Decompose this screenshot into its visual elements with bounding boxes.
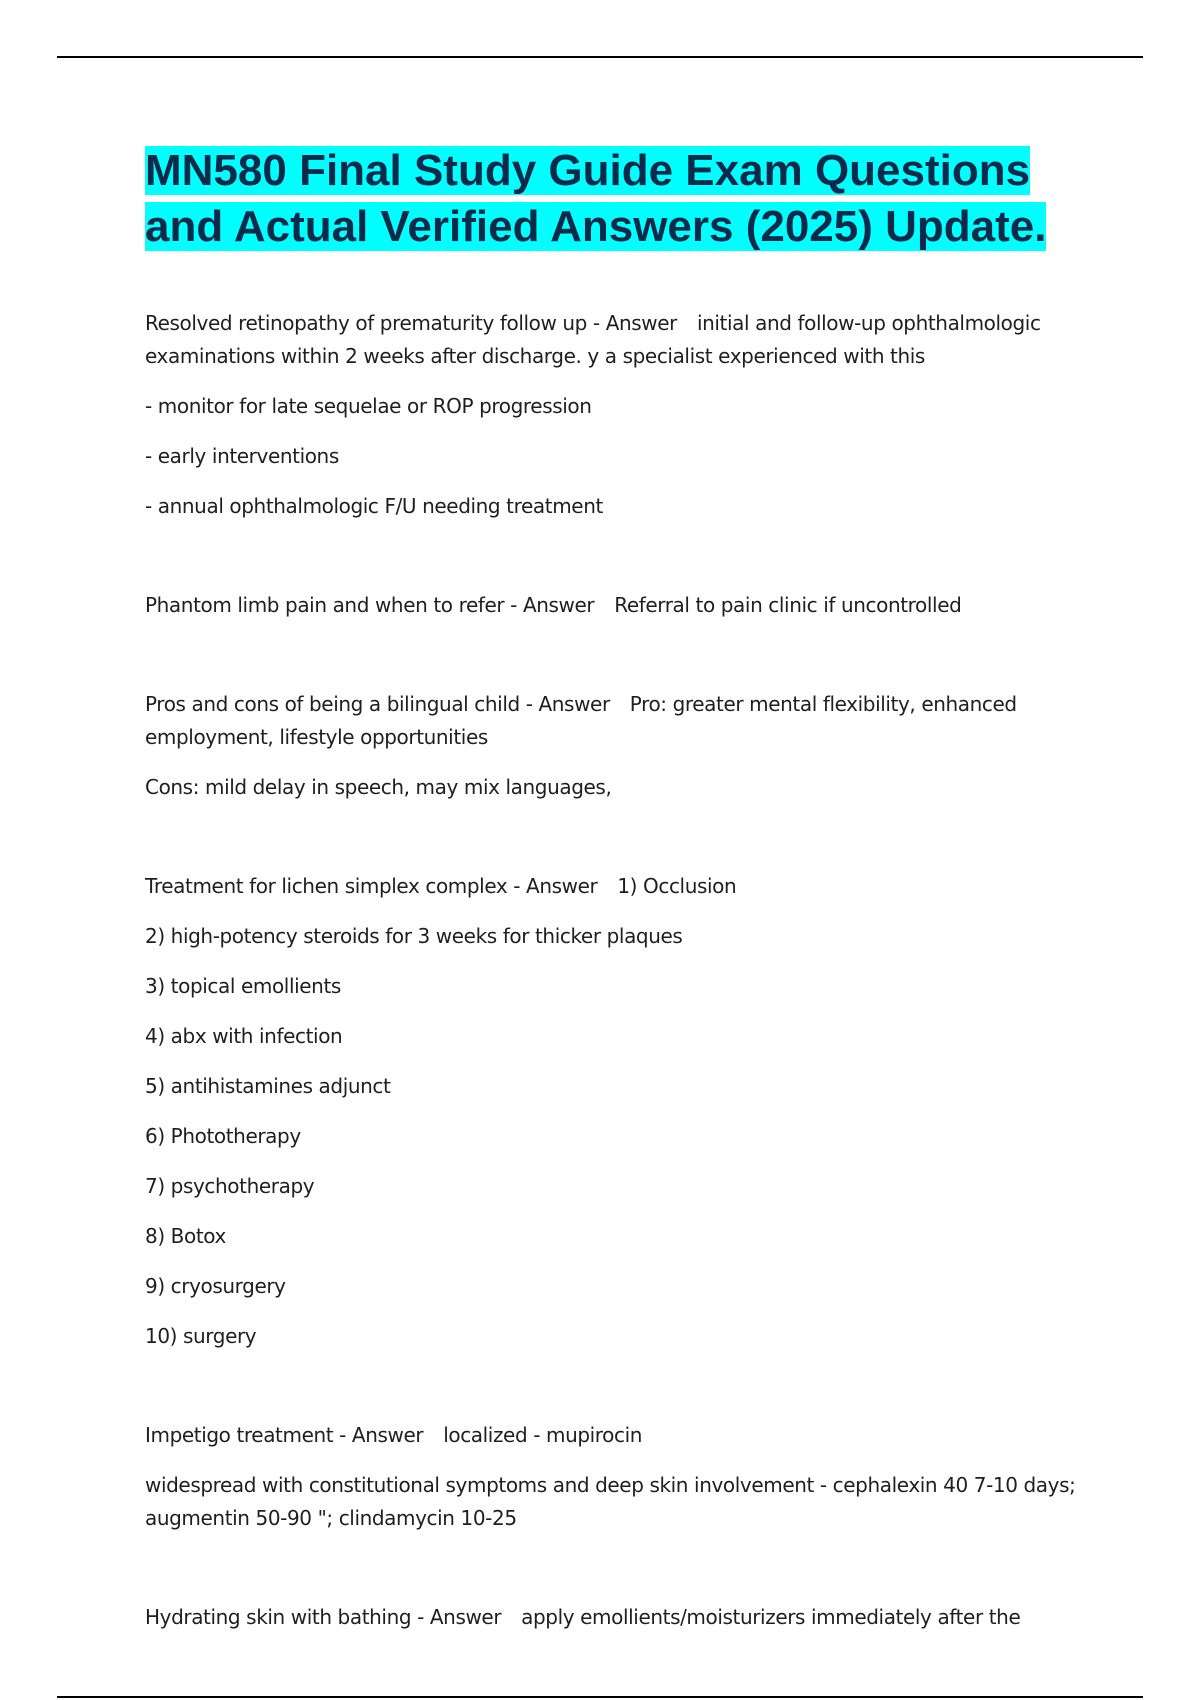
qa-first-line xyxy=(145,688,1100,754)
answer-line: 5) antihistamines adjunct xyxy=(145,1074,391,1098)
qa-first-line xyxy=(145,870,1100,903)
qa-entry-hydrating-skin xyxy=(145,1601,1100,1634)
answer-line: widespread with constitutional symptoms and deep skin involvement - cephalexin 40 7-10 days; augmentin 50-90 "; clindamycin 10-25 xyxy=(145,1473,1076,1530)
question-text: Pros and cons of being a bilingual child - Answer xyxy=(145,692,610,716)
qa-entry-bilingual xyxy=(145,688,1100,804)
question-text: Phantom limb pain and when to refer - Answer xyxy=(145,593,595,617)
qa-entry-phantom-limb xyxy=(145,589,1100,622)
answer-line: 8) Botox xyxy=(145,1224,226,1248)
answer-line: 6) Phototherapy xyxy=(145,1124,301,1148)
answer-line: 4) abx with infection xyxy=(145,1024,343,1048)
qa-first-line xyxy=(145,307,1100,373)
answer-line: Cons: mild delay in speech, may mix languages, xyxy=(145,775,612,799)
header-rule xyxy=(57,56,1143,58)
answer-text: initial and follow-up ophthalmologic examinations within 2 weeks after discharge. y a specialist experienced with this xyxy=(145,311,1041,368)
question-text: Treatment for lichen simplex complex - Answer xyxy=(145,874,598,898)
answer-text: localized - mupirocin xyxy=(443,1423,643,1447)
document-title xyxy=(145,143,1100,255)
answer-line: 2) high-potency steroids for 3 weeks for thicker plaques xyxy=(145,924,683,948)
question-text: Impetigo treatment - Answer xyxy=(145,1423,424,1447)
answer-text: Referral to pain clinic if uncontrolled xyxy=(614,593,962,617)
answer-text: Pro: greater mental flexibility, enhanced employment, lifestyle opportunities xyxy=(145,692,1017,749)
qa-first-line xyxy=(145,589,1100,622)
document-body xyxy=(145,143,1100,1634)
answer-line: 10) surgery xyxy=(145,1324,257,1348)
qa-entry-retinopathy xyxy=(145,307,1100,523)
answer-text: apply emollients/moisturizers immediately after the xyxy=(521,1605,1021,1629)
answer-line: - early interventions xyxy=(145,444,339,468)
qa-first-line xyxy=(145,1601,1100,1634)
document-title-text: MN580 Final Study Guide Exam Questions and Actual Verified Answers (2025) Update. xyxy=(145,146,1047,251)
answer-text: 1) Occlusion xyxy=(617,874,737,898)
qa-entry-lichen-simplex xyxy=(145,870,1100,1353)
answer-line: - annual ophthalmologic F/U needing treatment xyxy=(145,494,603,518)
question-text: Hydrating skin with bathing - Answer xyxy=(145,1605,502,1629)
answer-line: - monitor for late sequelae or ROP progression xyxy=(145,394,592,418)
qa-first-line xyxy=(145,1419,1100,1452)
answer-line: 3) topical emollients xyxy=(145,974,341,998)
question-text: Resolved retinopathy of prematurity follow up - Answer xyxy=(145,311,677,335)
qa-entry-impetigo xyxy=(145,1419,1100,1535)
answer-line: 9) cryosurgery xyxy=(145,1274,286,1298)
footer-rule xyxy=(57,1696,1143,1698)
answer-line: 7) psychotherapy xyxy=(145,1174,315,1198)
